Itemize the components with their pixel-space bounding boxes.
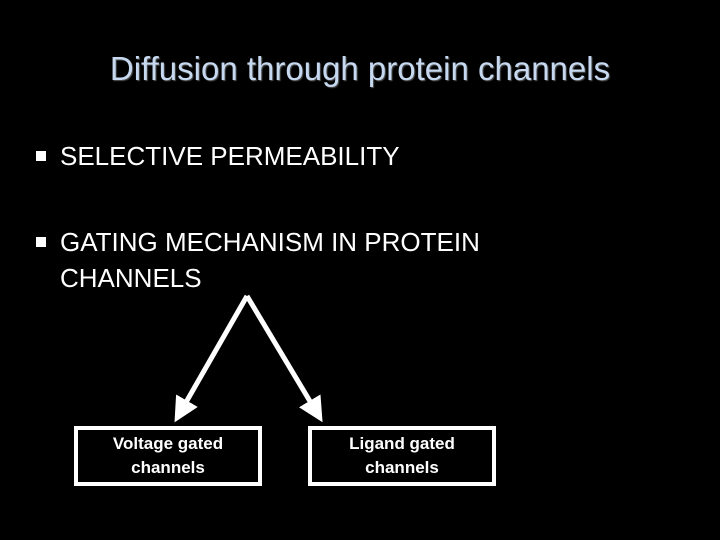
box-label-line1: Ligand gated (349, 434, 455, 453)
bullet-text: SELECTIVE PERMEABILITY (60, 141, 400, 171)
arrow-right (247, 296, 320, 418)
arrow-left (177, 296, 247, 418)
box-label-line1: Voltage gated (112, 434, 224, 453)
bullet-text-line1: GATING MECHANISM IN PROTEIN (60, 227, 480, 257)
slide-title: Diffusion through protein channels (109, 50, 611, 87)
box-label-line2: channels (131, 458, 205, 477)
voltage-gated-box (74, 426, 262, 486)
ligand-gated-box (308, 426, 496, 486)
bullet-text-line2: CHANNELS (60, 263, 202, 293)
box-label-line2: channels (365, 458, 439, 477)
